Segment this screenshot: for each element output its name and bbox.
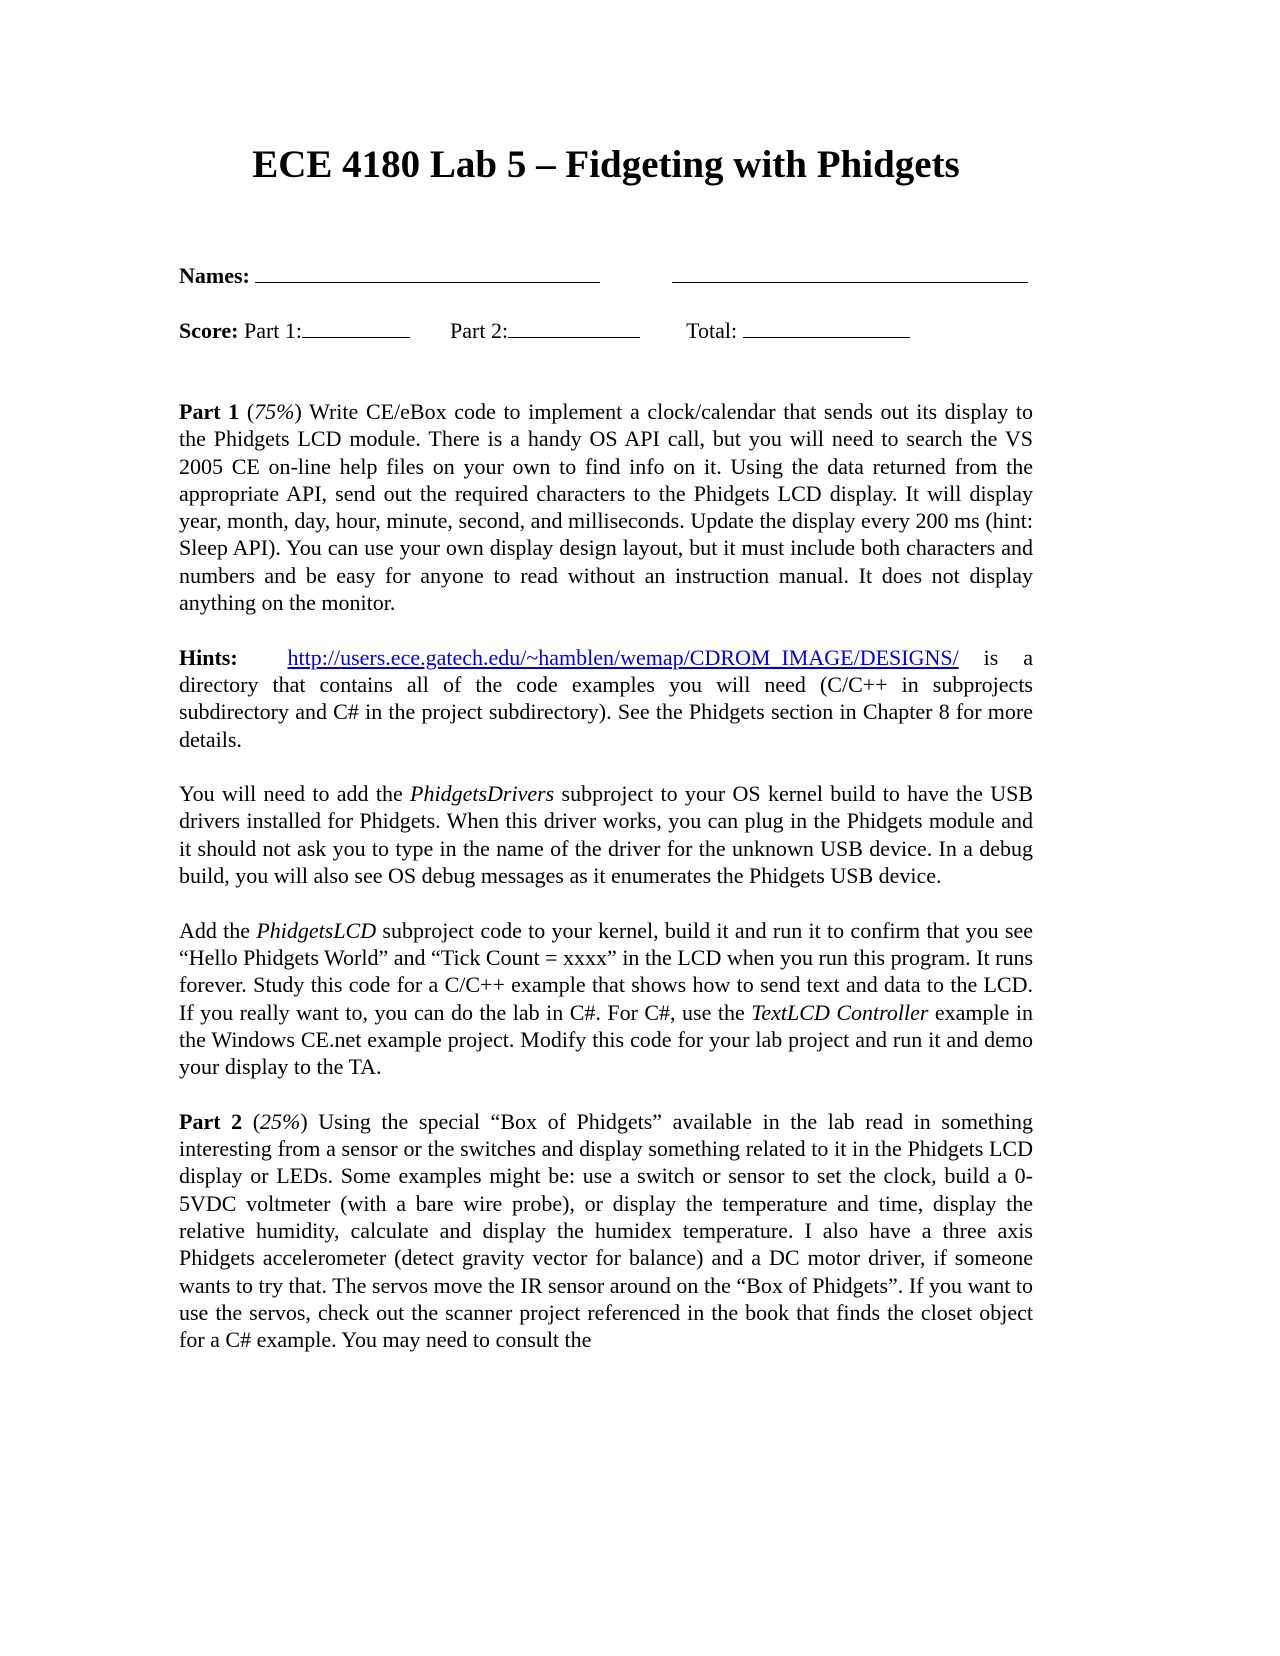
lcd-text-a: Add the (179, 917, 257, 943)
part1-weight: 75% (254, 399, 295, 424)
score-row (179, 317, 910, 344)
part2-weight: 25% (260, 1108, 301, 1134)
hints-paragraph (179, 644, 1033, 753)
lcd-text-b: subproject code to your kernel, build it and run it to confirm that you see “Hello Phidgets World” and “Tick Count = xxxx” in the LCD when you run this program. It runs forever. Study this code for a C/C++ example that shows how to send text and data to the LCD. If you really want to, you can do the lab in C#. For C#, use the (179, 917, 1033, 1025)
drivers-paragraph (179, 780, 1033, 889)
hints-heading: Hints: (179, 644, 238, 670)
part2-score-label: Part 2: (450, 318, 509, 343)
part1-score-field[interactable] (302, 317, 410, 338)
drivers-text-a: You will need to add the (179, 781, 411, 807)
page-title: ECE 4180 Lab 5 – Fidgeting with Phidgets (252, 143, 960, 186)
part1-score-label: Part 1: (243, 318, 303, 343)
lcd-text-c: example in the Windows CE.net example project. Modify this code for your lab project and run it and demo your display to the TA. (179, 999, 1033, 1080)
part2-heading: Part 2 (179, 1108, 243, 1134)
name-field-1[interactable] (255, 262, 600, 283)
textlcd-controller-name: TextLCD Controller (751, 999, 929, 1025)
part1-heading: Part 1 (179, 399, 240, 424)
total-score-label: Total: (686, 318, 738, 343)
lcd-paragraph (179, 917, 1033, 1081)
part2-paragraph: Part 2 (25%) Using the special “Box of Phidgets” available in the lab read in something interesting from a sensor or the switches and display something related to it in the Phidgets LCD display or LEDs. Some examples might be: use a switch or sensor to set the clock, build a 0-5VDC voltmeter (with a bare wire probe), or display the temperature and time, display the relative humidity, calculate and display the humidex temperature. I also have a three axis Phidgets accelerometer (detect gravity vector for balance) and a DC motor driver, if someone wants to try that. The servos move the IR sensor around on the “Box of Phidgets”. If you want to use the servos, check out the scanner project referenced in the book that finds the closet object for a C# example. You may need to consult the (179, 1108, 1034, 1353)
part1-text: ) Write CE/eBox code to implement a clock/calendar that sends out its display to the Phidgets LCD module. There is a handy OS API call, but you will need to search the VS 2005 CE on-line help files on your own to find info on it. Using the data returned from the appropriate API, send out the required characters to the Phidgets LCD display. It will display year, month, day, hour, minute, second, and milliseconds. Update the display every 200 ms (hint: Sleep API). You can use your own display design layout, but it must include both characters and numbers and be easy for anyone to read without an instruction manual. It does not display anything on the monitor. (179, 399, 1033, 616)
drivers-subproject-name: PhidgetsDrivers (410, 781, 555, 807)
part1-paragraph: Part 1 (75%) Write CE/eBox code to implement a clock/calendar that sends out its display to the Phidgets LCD module. There is a handy OS API call, but you will need to search the VS 2005 CE on-line help files on your own to find info on it. Using the data returned from the appropriate API, send out the required characters to the Phidgets LCD display. It will display year, month, day, hour, minute, second, and milliseconds. Update the display every 200 ms (hint: Sleep API). You can use your own display design layout, but it must include both characters and numbers and be easy for anyone to read without an instruction manual. It does not display anything on the monitor. (179, 399, 1033, 616)
total-score-field[interactable] (743, 317, 910, 338)
drivers-text-b: subproject to your OS kernel build to have the USB drivers installed for Phidgets. When this driver works, you can plug in the Phidgets module and it should not ask you to type in the name of the driver for the unknown USB device. In a debug build, you will also see OS debug messages as it enumerates the Phidgets USB device. (179, 781, 1033, 889)
score-label: Score: (179, 318, 239, 343)
document-body (179, 398, 1033, 1381)
names-row (179, 262, 1028, 289)
hints-text: is a directory that contains all of the code examples you will need (C/C++ in subprojects subdirectory and C# in the project subdirectory). See the Phidgets section in Chapter 8 for more details. (179, 644, 1033, 752)
lcd-subproject-name: PhidgetsLCD (256, 917, 377, 943)
names-label: Names: (179, 263, 250, 288)
part2-score-field[interactable] (508, 317, 640, 338)
designs-link[interactable]: http://users.ece.gatech.edu/~hamblen/wemap/CDROM_IMAGE/DESIGNS/ (287, 644, 959, 670)
name-field-2[interactable] (672, 262, 1028, 283)
part2-text: ) Using the special “Box of Phidgets” available in the lab read in something interesting from a sensor or the switches and display something related to it in the Phidgets LCD display or LEDs. Some examples might be: use a switch or sensor to set the clock, build a 0-5VDC voltmeter (with a bare wire probe), or display the temperature and time, display the relative humidity, calculate and display the humidex temperature. I also have a three axis Phidgets accelerometer (detect gravity vector for balance) and a DC motor driver, if someone wants to try that. The servos move the IR sensor around on the “Box of Phidgets”. If you want to use the servos, check out the scanner project referenced in the book that finds the closet object for a C# example. You may need to consult the (179, 1108, 1034, 1353)
